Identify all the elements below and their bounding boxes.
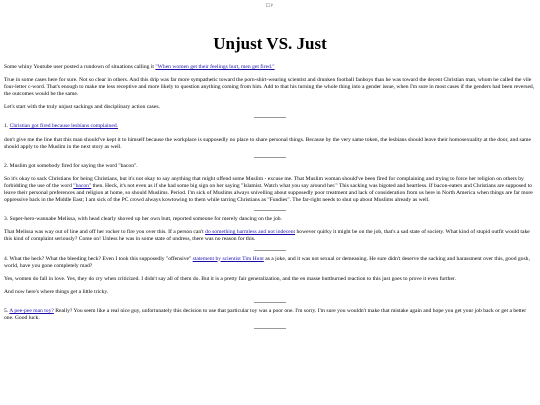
christian-fired-link[interactable]: Christian got fired because lesbians complained. <box>9 123 119 130</box>
item-body-text: Really? You seem like a real nice guy, unfortunately this decision to use that particular toy was a poor one. I'm sorry. I'm sure you wouldn't make that mistake again and hope you get your job back or get a better one. Good luck. <box>4 307 527 321</box>
item-2-heading <box>4 163 536 170</box>
section-divider <box>254 328 286 329</box>
item-number: 5. <box>4 307 10 314</box>
item-body-text: That Melissa was way out of line and off her rocker to fire you over this. If a person can't <box>4 229 206 236</box>
harmless-link[interactable]: do something harmless and not indecent <box>205 229 296 236</box>
item-number: 3. <box>4 216 10 223</box>
item-4-heading <box>4 256 536 270</box>
section-divider <box>254 210 286 211</box>
page-icon: □♀ <box>265 3 275 9</box>
item-number: 1. <box>4 123 10 130</box>
item-3-heading <box>4 216 536 223</box>
item-body-text: however quirky it might be on the job, that's a sad state of society. What kind of stupid outfit would take this kind of complaint seriously? Come on! Unless he was in some state of undress, there was no reason for this. <box>4 229 530 243</box>
item-heading-text: as a joke, and it was not sexual or demeaning. He sure didn't deserve the sacking and harassment over this, good gosh, world, have you gone completely mad? <box>4 255 530 269</box>
pee-pee-toy-link[interactable]: A pee-pee man toy? <box>9 307 54 314</box>
item-5 <box>4 308 536 322</box>
intro-paragraph-2: True in some cases here for sure. Not so clear in others. And this drip was far more sympathetic toward the porn-shirt-wearing scientist and drunken football fanboys than he was toward the decent Christian man, whom he called the vile four-letter c-word. That's enough to make me less receptive and more likely to question anything coming from him. Add to that his turning the whole thing into a gender issue, when I'm sure in most cases if the genders had been reversed, the outcomes would be the same. <box>4 77 535 98</box>
section-divider <box>254 302 286 303</box>
section-divider <box>254 117 286 118</box>
section-divider <box>254 250 286 251</box>
bacon-link[interactable]: "bacon" <box>73 182 92 189</box>
item-body-text: So it's okay to sack Christians for being Christians, but it's not okay to say anything that might offend some Muslim - excuse me. That Muslim woman should've been fired for complaining and trying to force her religion on others by forbidding the use of the word <box>4 175 524 189</box>
intro-text: Some whiny Youtube user posted a rundown of situations calling it <box>4 64 156 70</box>
youtube-rundown-link[interactable]: "When women get their feelings hurt, men get fired." <box>155 64 275 70</box>
item-body-text: then. Heck, it's not even as if she had some big sign on her saying "Islamist. Watch what you say around her." This sacking was bigoted and heartless. If bacon-eaters and Christians are supposed to leave their personal preferences and religion at home, so should Muslims. Period. I'm sick of Muslims always snivelling about supposedly poor treatment and lack of consideration from us here in North America when things are far more oppressive back in the Middle East; I am sick of the PC crowd always kowtowing to them while tarring Christians as "Fundies". The far-right needs to shut up about Muslims already as well. <box>4 182 533 204</box>
item-1-body: don't give me the line that this man should've kept it to himself because the workplace is supposedly no place to share personal things. Because by the very same token, the lesbians should leave their homosexuality at the door, and same should apply to the Muslim in the next story as well. <box>4 136 532 150</box>
item-1-heading <box>4 123 536 130</box>
item-heading-text: Super-hero-wannabe Melissa, with head clearly shoved up her own butt, reported someone for merely dancing on the job. <box>9 216 282 223</box>
item-number: 4. <box>4 255 10 262</box>
intro-paragraph-1 <box>4 64 536 71</box>
section-divider <box>254 157 286 158</box>
item-heading-text: Muslim got somebody fired for saying the word "bacon". <box>9 162 138 169</box>
item-3-body <box>4 229 536 243</box>
page-title: Unjust VS. Just <box>213 34 327 53</box>
intro-paragraph-3: Let's start with the truly unjust sackings and disciplinary action cases. <box>4 104 160 111</box>
item-heading-text: What the heck? What the bleeding heck? Even I took this supposedly "offensive" <box>9 255 193 262</box>
item-4-after: And now here's where things get a little tricky. <box>4 288 109 295</box>
item-4-body: Yes, women do fall in love. Yes, they do cry when criticized. I didn't say all of them do. But it is a pretty fair generalization, and the en masse buttburned reaction to this just goes to prove it even further. <box>4 275 456 282</box>
item-2-body <box>4 176 536 204</box>
tim-hunt-link[interactable]: statement by scientist Tim Hunt <box>192 255 264 262</box>
item-number: 2. <box>4 162 10 169</box>
